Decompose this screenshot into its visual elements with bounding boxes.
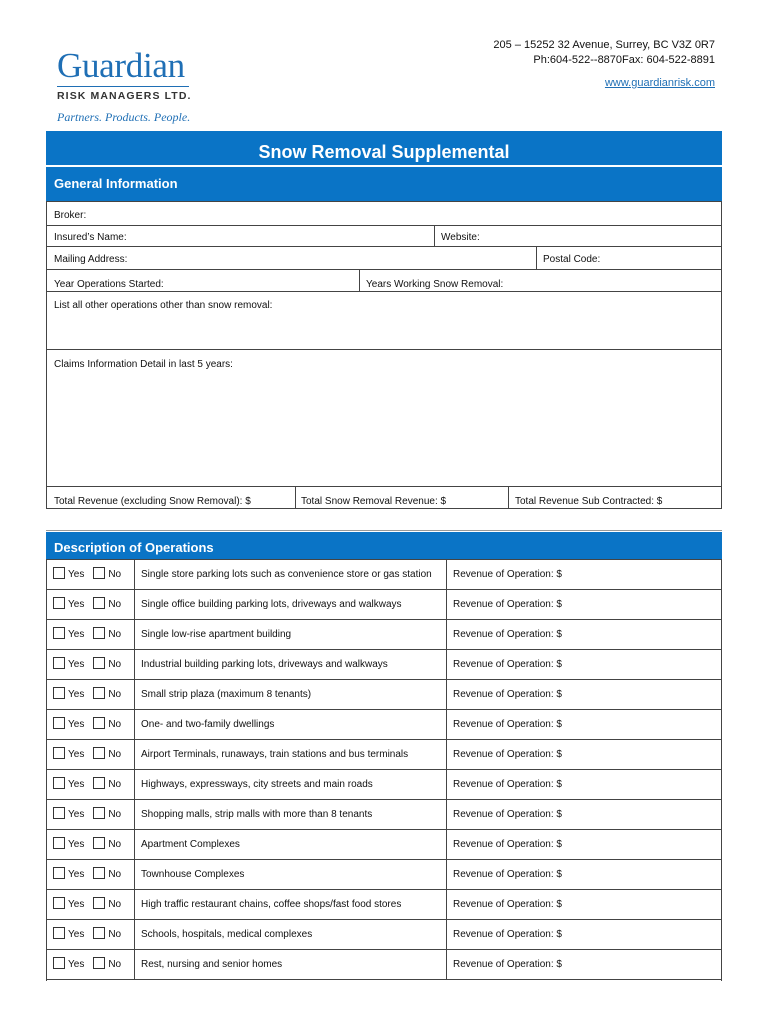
no-label: No (108, 689, 122, 700)
postal-code-field[interactable]: Postal Code: (543, 254, 601, 265)
no-checkbox[interactable] (93, 657, 105, 669)
no-checkbox[interactable] (93, 777, 105, 789)
operation-row (46, 680, 722, 710)
yes-label: Yes (68, 569, 85, 580)
no-checkbox[interactable] (93, 597, 105, 609)
operation-row (46, 800, 722, 830)
yes-label: Yes (68, 959, 85, 970)
operation-description: Small strip plaza (maximum 8 tenants) (135, 680, 447, 709)
operation-row (46, 830, 722, 860)
mailing-address-field[interactable]: Mailing Address: (54, 254, 128, 265)
yes-label: Yes (68, 899, 85, 910)
no-label: No (108, 749, 122, 760)
general-info-table (46, 201, 722, 509)
logo-subtitle: RISK MANAGERS LTD. (57, 90, 192, 102)
logo-name: Guardian (57, 46, 185, 85)
broker-field[interactable]: Broker: (54, 210, 87, 221)
operation-revenue-field[interactable]: Revenue of Operation: $ (453, 599, 562, 610)
yes-checkbox[interactable] (53, 777, 65, 789)
yes-checkbox[interactable] (53, 567, 65, 579)
operation-description: High traffic restaurant chains, coffee shops/fast food stores (135, 890, 447, 919)
no-label: No (108, 659, 122, 670)
yes-label: Yes (68, 659, 85, 670)
operation-revenue-field[interactable]: Revenue of Operation: $ (453, 929, 562, 940)
snow-revenue-field[interactable]: Total Snow Removal Revenue: $ (301, 496, 447, 507)
address-line: 205 – 15252 32 Avenue, Surrey, BC V3Z 0R7 (493, 39, 715, 51)
form-title: Snow Removal Supplemental (46, 131, 722, 165)
yes-checkbox[interactable] (53, 657, 65, 669)
no-checkbox[interactable] (93, 957, 105, 969)
yes-checkbox[interactable] (53, 867, 65, 879)
no-checkbox[interactable] (93, 927, 105, 939)
yes-no-cell (46, 890, 135, 919)
operation-revenue-field[interactable]: Revenue of Operation: $ (453, 629, 562, 640)
no-checkbox[interactable] (93, 897, 105, 909)
yes-label: Yes (68, 809, 85, 820)
tagline: Partners. Products. People. (57, 110, 191, 124)
yes-label: Yes (68, 629, 85, 640)
yes-label: Yes (68, 599, 85, 610)
no-label: No (108, 629, 122, 640)
no-checkbox[interactable] (93, 867, 105, 879)
yes-no-cell (46, 560, 135, 589)
yes-no-cell (46, 860, 135, 889)
operation-row (46, 860, 722, 890)
operation-revenue-field[interactable]: Revenue of Operation: $ (453, 659, 562, 670)
no-label: No (108, 719, 122, 730)
yes-label: Yes (68, 689, 85, 700)
operation-revenue-field[interactable]: Revenue of Operation: $ (453, 809, 562, 820)
general-info-heading: General Information (46, 167, 722, 201)
operation-description: Single low-rise apartment building (135, 620, 447, 649)
company-logo (57, 48, 192, 125)
operation-description: Shopping malls, strip malls with more than 8 tenants (135, 800, 447, 829)
no-label: No (108, 869, 122, 880)
operation-description: Industrial building parking lots, driveways and walkways (135, 650, 447, 679)
no-label: No (108, 899, 122, 910)
yes-no-cell (46, 770, 135, 799)
sub-contracted-revenue-field[interactable]: Total Revenue Sub Contracted: $ (515, 496, 663, 507)
operation-revenue-field[interactable]: Revenue of Operation: $ (453, 899, 562, 910)
claims-field[interactable]: Claims Information Detail in last 5 years: (54, 359, 233, 370)
operation-revenue-field[interactable]: Revenue of Operation: $ (453, 869, 562, 880)
operation-description: One- and two-family dwellings (135, 710, 447, 739)
yes-no-cell (46, 680, 135, 709)
operation-row (46, 950, 722, 980)
yes-checkbox[interactable] (53, 627, 65, 639)
yes-label: Yes (68, 839, 85, 850)
yes-checkbox[interactable] (53, 717, 65, 729)
yes-no-cell (46, 800, 135, 829)
operation-row (46, 620, 722, 650)
operation-row (46, 650, 722, 680)
yes-checkbox[interactable] (53, 927, 65, 939)
operation-revenue-field[interactable]: Revenue of Operation: $ (453, 779, 562, 790)
operation-row (46, 710, 722, 740)
operation-revenue-field[interactable]: Revenue of Operation: $ (453, 839, 562, 850)
yes-no-cell (46, 950, 135, 979)
yes-no-cell (46, 920, 135, 949)
no-checkbox[interactable] (93, 627, 105, 639)
other-operations-field[interactable]: List all other operations other than snow removal: (54, 300, 273, 311)
operation-row (46, 770, 722, 800)
website-field[interactable]: Website: (441, 232, 480, 243)
yes-no-cell (46, 740, 135, 769)
no-checkbox[interactable] (93, 687, 105, 699)
yes-label: Yes (68, 869, 85, 880)
operations-heading: Description of Operations (46, 532, 722, 559)
yes-no-cell (46, 650, 135, 679)
operation-description: Airport Terminals, runaways, train stations and bus terminals (135, 740, 447, 769)
yes-no-cell (46, 590, 135, 619)
years-working-field[interactable]: Years Working Snow Removal: (366, 279, 504, 290)
operation-description: Rest, nursing and senior homes (135, 950, 447, 979)
yes-label: Yes (68, 929, 85, 940)
no-checkbox[interactable] (93, 807, 105, 819)
yes-no-cell (46, 620, 135, 649)
operation-row (46, 590, 722, 620)
no-label: No (108, 779, 122, 790)
no-label: No (108, 839, 122, 850)
yes-no-cell (46, 830, 135, 859)
no-label: No (108, 599, 122, 610)
no-label: No (108, 569, 122, 580)
total-revenue-field[interactable]: Total Revenue (excluding Snow Removal): $ (54, 496, 251, 507)
yes-label: Yes (68, 719, 85, 730)
no-label: No (108, 959, 122, 970)
operation-row (46, 890, 722, 920)
operation-row (46, 920, 722, 950)
yes-no-cell (46, 710, 135, 739)
no-label: No (108, 929, 122, 940)
yes-checkbox[interactable] (53, 687, 65, 699)
operation-description: Single office building parking lots, driveways and walkways (135, 590, 447, 619)
operation-row (46, 740, 722, 770)
year-started-field[interactable]: Year Operations Started: (54, 279, 164, 290)
yes-checkbox[interactable] (53, 957, 65, 969)
no-checkbox[interactable] (93, 717, 105, 729)
no-checkbox[interactable] (93, 567, 105, 579)
operation-description: Schools, hospitals, medical complexes (135, 920, 447, 949)
operation-description: Apartment Complexes (135, 830, 447, 859)
yes-label: Yes (68, 749, 85, 760)
operation-revenue-field[interactable]: Revenue of Operation: $ (453, 569, 562, 580)
operation-row (46, 560, 722, 590)
yes-label: Yes (68, 779, 85, 790)
operation-revenue-field[interactable]: Revenue of Operation: $ (453, 749, 562, 760)
operation-description: Highways, expressways, city streets and main roads (135, 770, 447, 799)
no-label: No (108, 809, 122, 820)
operation-revenue-field[interactable]: Revenue of Operation: $ (453, 959, 562, 970)
address-block (493, 38, 715, 91)
phone-fax-line: Ph:604-522--8870Fax: 604-522-8891 (533, 54, 715, 66)
no-checkbox[interactable] (93, 837, 105, 849)
operation-description: Single store parking lots such as convenience store or gas station (135, 560, 447, 589)
yes-checkbox[interactable] (53, 837, 65, 849)
insured-name-field[interactable]: Insured’s Name: (54, 232, 127, 243)
operation-revenue-field[interactable]: Revenue of Operation: $ (453, 719, 562, 730)
website-link[interactable]: www.guardianrisk.com (604, 77, 715, 89)
no-checkbox[interactable] (93, 747, 105, 759)
yes-checkbox[interactable] (53, 747, 65, 759)
yes-checkbox[interactable] (53, 807, 65, 819)
logo-rule (57, 86, 189, 87)
yes-checkbox[interactable] (53, 897, 65, 909)
operation-description: Townhouse Complexes (135, 860, 447, 889)
operation-revenue-field[interactable]: Revenue of Operation: $ (453, 689, 562, 700)
yes-checkbox[interactable] (53, 597, 65, 609)
